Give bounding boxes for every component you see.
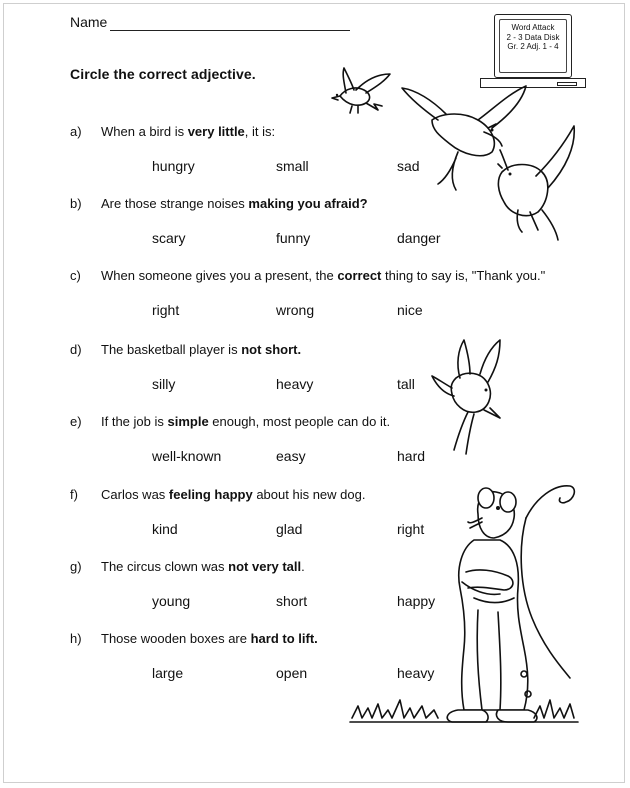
question-text-part: , it is: (244, 124, 276, 139)
question-text-part: about his new dog. (252, 487, 366, 502)
question-letter: h) (70, 631, 82, 646)
question-text-part: When someone gives you a present, the (101, 268, 338, 283)
question-text (101, 196, 368, 211)
question-letter: e) (70, 414, 82, 429)
question-text-part: . (301, 559, 305, 574)
question-keyword: not short. (241, 342, 302, 357)
question-letter: a) (70, 124, 82, 139)
question-text (101, 559, 305, 574)
answer-option[interactable]: danger (397, 230, 441, 246)
question-text (101, 124, 275, 139)
answer-option[interactable]: sad (397, 158, 420, 174)
mouse-illustration (348, 478, 580, 730)
question-text-part: enough, most people can do it. (208, 414, 391, 429)
computer-screen-text (499, 19, 567, 73)
answer-option[interactable]: heavy (397, 665, 435, 681)
question-letter: g) (70, 559, 82, 574)
question-text-part: Are those strange noises (101, 196, 249, 211)
screen-line: Gr. 2 Adj. 1 - 4 (507, 42, 559, 51)
answer-option[interactable]: right (152, 302, 180, 318)
question-keyword: not very tall (228, 559, 302, 574)
small-bird-illustration (326, 66, 396, 122)
answer-option[interactable]: well-known (152, 448, 222, 464)
answer-option[interactable]: hard (397, 448, 426, 464)
question-text (101, 342, 301, 357)
answer-option[interactable]: tall (397, 376, 415, 392)
question-keyword: feeling happy (168, 487, 253, 502)
question-keyword: correct (337, 268, 382, 283)
answer-option[interactable]: silly (152, 376, 176, 392)
question-letter: f) (70, 487, 78, 502)
answer-option[interactable]: happy (397, 593, 436, 609)
question-text (101, 268, 545, 283)
answer-option[interactable]: young (152, 593, 191, 609)
computer-screen (494, 14, 572, 78)
question-text (101, 414, 390, 429)
answer-option[interactable]: glad (276, 521, 303, 537)
question-text (101, 631, 318, 646)
screen-line: 2 - 3 Data Disk (506, 32, 560, 42)
question-text-part: Those wooden boxes are (101, 631, 251, 646)
question-text-part: Carlos was (101, 487, 169, 502)
question-keyword: simple (167, 414, 209, 429)
two-birds-illustration (398, 80, 580, 242)
answer-option[interactable]: nice (397, 302, 423, 318)
answer-option[interactable]: funny (276, 230, 311, 246)
answer-option[interactable]: scary (152, 230, 186, 246)
question-text-part: If the job is (101, 414, 168, 429)
instructions: Circle the correct adjective. (70, 66, 256, 82)
answer-option[interactable]: right (397, 521, 425, 537)
question-text (101, 487, 365, 502)
screen-line: Word Attack (511, 23, 555, 32)
answer-option[interactable]: short (276, 593, 308, 609)
question-text-part: When a bird is (101, 124, 188, 139)
answer-option[interactable]: heavy (276, 376, 314, 392)
answer-option[interactable]: wrong (276, 302, 315, 318)
question-letter: b) (70, 196, 82, 211)
name-blank-line (110, 30, 350, 31)
question-text-part: thing to say is, "Thank you." (381, 268, 546, 283)
name-label: Name (70, 14, 108, 30)
answer-option[interactable]: kind (152, 521, 178, 537)
question-letter: d) (70, 342, 82, 357)
question-text-part: The basketball player is (101, 342, 242, 357)
answer-option[interactable]: open (276, 665, 308, 681)
question-keyword: hard to lift. (250, 631, 318, 646)
question-text-part: The circus clown was (101, 559, 229, 574)
answer-option[interactable]: small (276, 158, 309, 174)
question-keyword: making you afraid? (248, 196, 368, 211)
question-letter: c) (70, 268, 81, 283)
answer-option[interactable]: easy (276, 448, 306, 464)
question-keyword: very little (187, 124, 245, 139)
answer-option[interactable]: large (152, 665, 184, 681)
flying-bird-illustration (430, 338, 508, 456)
answer-option[interactable]: hungry (152, 158, 195, 174)
